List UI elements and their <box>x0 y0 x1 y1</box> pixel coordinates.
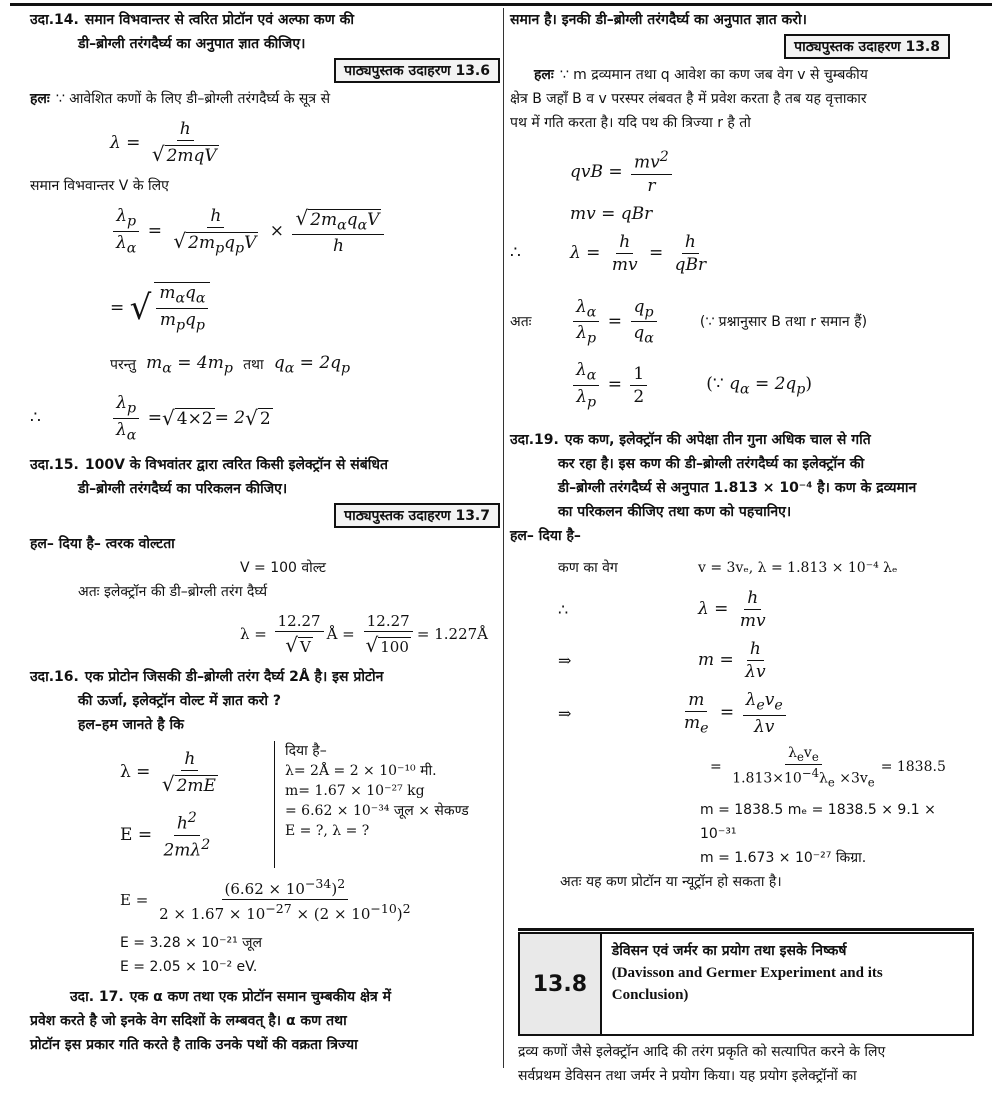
textbook-example-label: पाठ्यपुस्तक उदाहरण 13.7 <box>334 503 500 528</box>
equation: λ = $\frac{h}{\text{√ 2mqV}}$ <box>110 119 217 166</box>
result-line: m = 1838.5 mₑ = 1838.5 × 9.1 × 10⁻³¹ <box>700 801 936 842</box>
solution-line: V = 100 वोल्ट <box>240 559 326 576</box>
question-14 <box>30 8 500 56</box>
equation: परन्तु $m_\alpha = 4m_p$ तथा $q_\alpha = 2q_p$ <box>110 353 351 377</box>
solution-line: हल– दिया है– त्वरक वोल्टता <box>30 535 175 552</box>
section-number: 13.8 <box>520 934 602 1034</box>
question-text: समान विभवान्तर से त्वरित प्रोटॉन एवं अल्फा कण की <box>84 12 354 28</box>
question-16: उदा.16. एक प्रोटोन जिसकी डी–ब्रोग्ली तरंग दैर्घ्य 2Å है। इस प्रोटोन की ऊर्जा, इलेक्ट्रॉन वोल्ट में ज्ञात करो ? <box>30 668 384 709</box>
solution-block <box>120 741 500 868</box>
equation: λ = $\frac{12.27}{√ V}$ Å = $\frac{12.27}{√ 100}$ = 1.227Å <box>240 611 489 657</box>
left-column <box>30 8 500 1116</box>
equation: ∴ $\frac{\lambda_p}{\lambda_\alpha}$ = √ 4×2 = 2 √ 2 <box>30 393 271 443</box>
top-rule <box>10 3 992 6</box>
result-line: m = 1.673 × 10⁻²⁷ किग्रा. <box>700 849 867 866</box>
solution-line: अतः इलेक्ट्रॉन की डी–ब्रोग्ली तरंग दैर्घ्य <box>78 583 268 600</box>
equation: = $\frac{\lambda_ev_e}{1.813\times 10^{-4}\lambda_e \times 3v_e}$ = 1838.5 <box>710 744 946 790</box>
textbook-example-label: पाठ्यपुस्तक उदाहरण 13.8 <box>784 34 950 59</box>
equation: ⇒ m = $\frac{h}{\lambda v}$ <box>558 639 766 683</box>
question-text: डी–ब्रोग्ली तरंगदैर्घ्य का अनुपात ज्ञात कीजिए। <box>78 36 306 52</box>
question-17: उदा. 17. एक α कण तथा एक प्रोटॉन समान चुम्बकीय क्षेत्र में प्रवेश करते है जो इनके वेग सदिशों के लम्बवत् है। α कण तथा प्रोटॉन इस प्रकार गति करते है ताकि उनके पथों की वक्रता त्रिज्या <box>30 989 391 1054</box>
section-top-rule <box>518 928 974 931</box>
text-line: समान विभवान्तर V के लिए <box>30 178 169 194</box>
result-line: E = 2.05 × 10⁻² eV. <box>120 959 258 976</box>
conclusion-line: अतः यह कण प्रोटॉन या न्यूट्रॉन हो सकता है। <box>560 873 782 890</box>
question-17-continued: समान है। इनकी डी–ब्रोग्ली तरंगदैर्घ्य का अनुपात ज्ञात करो। <box>510 12 807 28</box>
solution-text: हलः ∵ m द्रव्यमान तथा q आवेश का कण जब वेग v से चुम्बकीय क्षेत्र B जहाँ B व v परस्पर लंबवत है में प्रवेश करता है तब यह वृत्ताकार पथ में गति करता है। यदि पथ की त्रिज्या r है तो <box>510 67 868 131</box>
equation: $\frac{\lambda_p}{\lambda_\alpha}$ = $\frac{h}{√ 2m_pq_pV}$ × $\frac{√ 2m_\alpha q_\alpha V}{h}$ <box>110 206 500 256</box>
equation: mv = qBr <box>570 203 653 224</box>
solution-line: हल–हम जानते है कि <box>78 716 184 733</box>
equation: E = $\frac{(6.62 \times 10^{-34})^2}{2 \times 1.67 \times 10^{-27} \times (2 \times 10^{-10})^2}$ <box>120 876 411 924</box>
equation: λ = $\frac{h}{√ 2mE}$ <box>120 748 216 796</box>
column-divider <box>503 8 504 1068</box>
equation: अतः $\frac{\lambda_\alpha}{\lambda_p}$ = $\frac{q_p}{q_\alpha}$ (∵ प्रश्नानुसार B तथा r समान हैं) <box>510 296 868 347</box>
solution-intro: हलः ∵ आवेशित कणों के लिए डी–ब्रोग्ली तरंगदैर्घ्य के सूत्र से <box>30 91 331 107</box>
question-19: उदा.19. एक कण, इलेक्ट्रॉन की अपेक्षा तीन गुना अधिक चाल से गति कर रहा है। इस कण की डी–ब्रोग्ली तरंगदैर्घ्य का इलेक्ट्रॉन की डी–ब्रोग्ली तरंगदैर्घ्य से अनुपात 1.813 × 10⁻⁴ है। कण के द्रव्यमान का परिकलन कीजिए तथा कण को पहचानिए। <box>510 432 917 521</box>
textbook-example-label: पाठ्यपुस्तक उदाहरण 13.6 <box>334 58 500 83</box>
equation: E = $\frac{h^2}{2m\lambda^2}$ <box>120 809 211 861</box>
equation: = √ $\frac{m_\alpha q_\alpha}{m_pq_p}$ <box>110 282 500 333</box>
question-number: उदा.14. <box>30 12 79 28</box>
section-title-hindi: डेविसन एवं जर्मर का प्रयोग तथा इसके निष्कर्ष <box>611 943 847 959</box>
equation: ∴ λ = $\frac{h}{mv}$ <box>558 588 766 632</box>
equation: $\frac{\lambda_\alpha}{\lambda_p}$ = $\frac{1}{2}$ (∵ $q_\alpha = 2q_p$) <box>570 360 970 410</box>
section-body-text: द्रव्य कणों जैसे इलेक्ट्रॉन आदि की तरंग प्रकृति को सत्यापित करने के लिए सर्वप्रथम डेविसन तथा जर्मर ने प्रयोग किया। यह प्रयोग इलेक्ट्रॉनों का <box>518 1044 886 1084</box>
given-values: दिया है– λ= 2Å = 2 × 10⁻¹⁰ मी. m= 1.67 × 10⁻²⁷ kg = 6.62 × 10⁻³⁴ जूल × सेकण्ड E = ?, λ = ? <box>274 741 469 868</box>
section-header-13-8 <box>518 932 974 1036</box>
equation: ∴ λ = $\frac{h}{mv}$ = $\frac{h}{\text{qBr}}$ <box>510 231 707 275</box>
question-15: उदा.15. 100V के विभवांतर द्वारा त्वरित किसी इलेक्ट्रॉन से संबंधित डी–ब्रोग्ली तरंगदैर्घ्य का परिकलन कीजिए। <box>30 456 388 497</box>
equation: कण का वेग v = 3vₑ, λ = 1.813 × 10⁻⁴ λₑ <box>558 560 898 577</box>
solution-line: हल– दिया है– <box>510 528 581 545</box>
equation: qvB = $\frac{mv^2}{r}$ <box>570 149 970 196</box>
section-title-english: (Davisson and Germer Experiment and its Conclusion) <box>611 965 883 1003</box>
result-line: E = 3.28 × 10⁻²¹ जूल <box>120 935 263 952</box>
equation: ⇒ $\frac{m}{m_e}$ = $\frac{\lambda_ev_e}{\lambda v}$ <box>558 690 970 736</box>
